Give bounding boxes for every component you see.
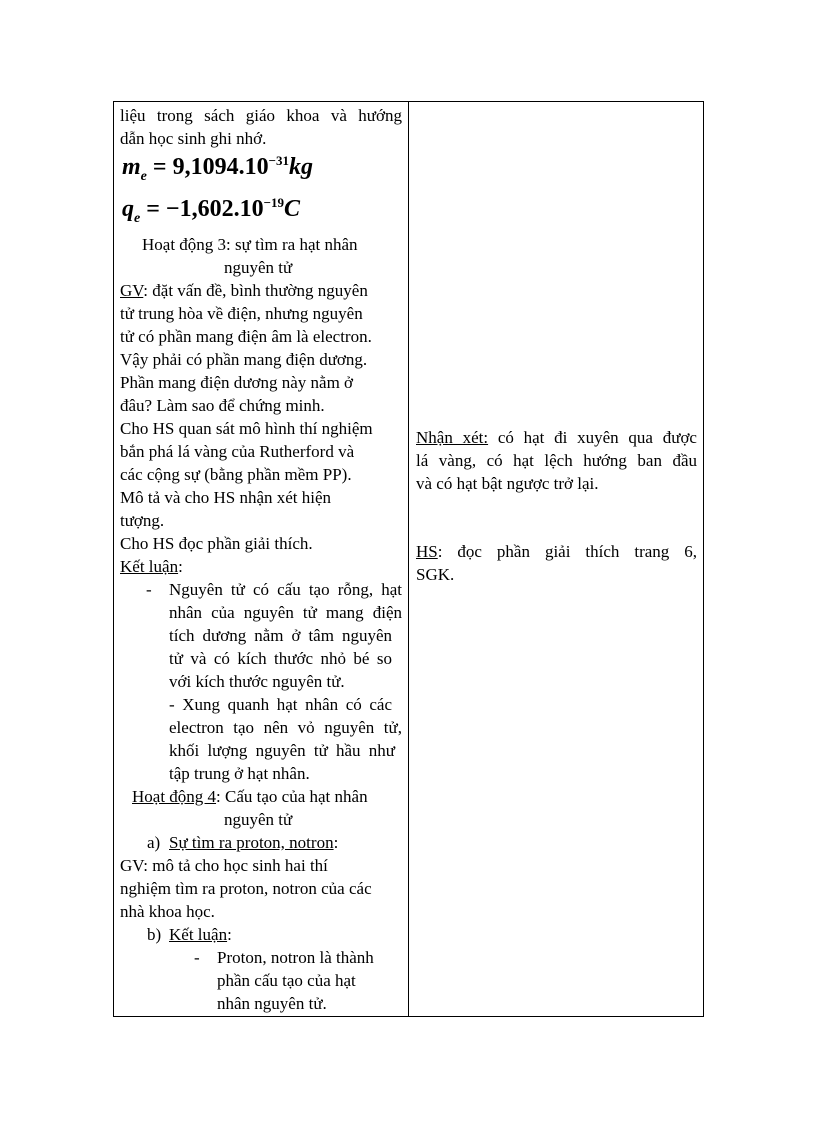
conclusion-line: khối lượng nguyên tử hầu như — [169, 741, 395, 760]
conclusion-line: với kích thước nguyên tử. — [169, 672, 345, 691]
item-a-marker: a) — [147, 833, 161, 852]
electron-charge-formula: $q_e = -1,602.10^{-19}C$ — [122, 195, 301, 226]
conclusion-line: - Xung quanh hạt nhân có các — [169, 695, 392, 714]
intro-line: dẫn học sinh ghi nhớ. — [120, 129, 267, 148]
bullet-dash: - — [146, 580, 152, 599]
gv-paragraph-line: các cộng sự (bằng phần mềm PP). — [120, 465, 352, 484]
gv-paragraph-line: Cho HS đọc phần giải thích. — [120, 534, 313, 553]
conclusion-line: electron tạo nên vỏ nguyên tử, — [169, 718, 402, 737]
gv-paragraph-line: GV: đặt vấn đề, bình thường nguyên — [120, 281, 368, 300]
item-b-heading: Kết luận: — [169, 925, 232, 944]
item-b-marker: b) — [147, 925, 162, 944]
observation-line: lá vàng, có hạt lệch hướng ban đầu — [416, 451, 697, 470]
bullet-dash: - — [194, 948, 200, 967]
gv-description-line: GV: mô tả cho học sinh hai thí — [120, 856, 328, 875]
teacher-activity-column — [114, 102, 409, 1016]
conclusion-heading: Kết luận: — [120, 557, 183, 576]
lesson-table — [113, 101, 704, 1017]
gv-paragraph-line: tử có phần mang điện âm là electron. — [120, 327, 372, 346]
intro-line: liệu trong sách giáo khoa và hướng — [120, 106, 402, 125]
item-a-heading: Sự tìm ra proton, notron: — [169, 833, 339, 852]
gv-paragraph-line: Vậy phải có phần mang điện dương. — [120, 350, 368, 369]
gv-paragraph-line: Phần mang điện dương này nằm ở — [120, 373, 354, 392]
student-task-line: HS: đọc phần giải thích trang 6, — [416, 542, 697, 561]
conclusion-line: nhân của nguyên tử mang điện — [169, 603, 402, 622]
final-conclusion-line: phần cấu tạo của hạt — [217, 971, 356, 990]
gv-paragraph-line: Mô tả và cho HS nhận xét hiện — [120, 488, 332, 507]
activity-4-title-line2: nguyên tử — [224, 810, 293, 829]
electron-mass-formula: $m_e = 9,1094.10^{-31}kg$ — [122, 153, 313, 184]
final-conclusion-line: Proton, notron là thành — [217, 948, 374, 967]
gv-description-line: nghiệm tìm ra proton, notron của các — [120, 879, 372, 898]
gv-paragraph-line: Cho HS quan sát mô hình thí nghiệm — [120, 419, 373, 438]
activity-3-title-line2: nguyên tử — [224, 258, 293, 277]
gv-paragraph-line: tử trung hòa về điện, nhưng nguyên — [120, 304, 363, 323]
observation-line: Nhận xét: có hạt đi xuyên qua được — [416, 428, 697, 447]
student-task-line: SGK. — [416, 565, 455, 584]
conclusion-line: Nguyên tử có cấu tạo rỗng, hạt — [169, 580, 402, 599]
gv-description-line: nhà khoa học. — [120, 902, 215, 921]
gv-paragraph-line: bắn phá lá vàng của Rutherford và — [120, 442, 355, 461]
gv-paragraph-line: đâu? Làm sao để chứng minh. — [120, 396, 325, 415]
student-activity-column — [409, 102, 703, 1016]
gv-paragraph-line: tượng. — [120, 511, 165, 530]
conclusion-line: tích dương nằm ở tâm nguyên — [169, 626, 392, 645]
activity-3-title: Hoạt động 3: sự tìm ra hạt nhân — [142, 235, 358, 254]
activity-4-title: Hoạt động 4: Cấu tạo của hạt nhân — [132, 787, 368, 806]
final-conclusion-line: nhân nguyên tử. — [217, 994, 327, 1013]
conclusion-line: tập trung ở hạt nhân. — [169, 764, 310, 783]
conclusion-line: tử và có kích thước nhỏ bé so — [169, 649, 392, 668]
observation-line: và có hạt bật ngược trở lại. — [416, 474, 599, 493]
